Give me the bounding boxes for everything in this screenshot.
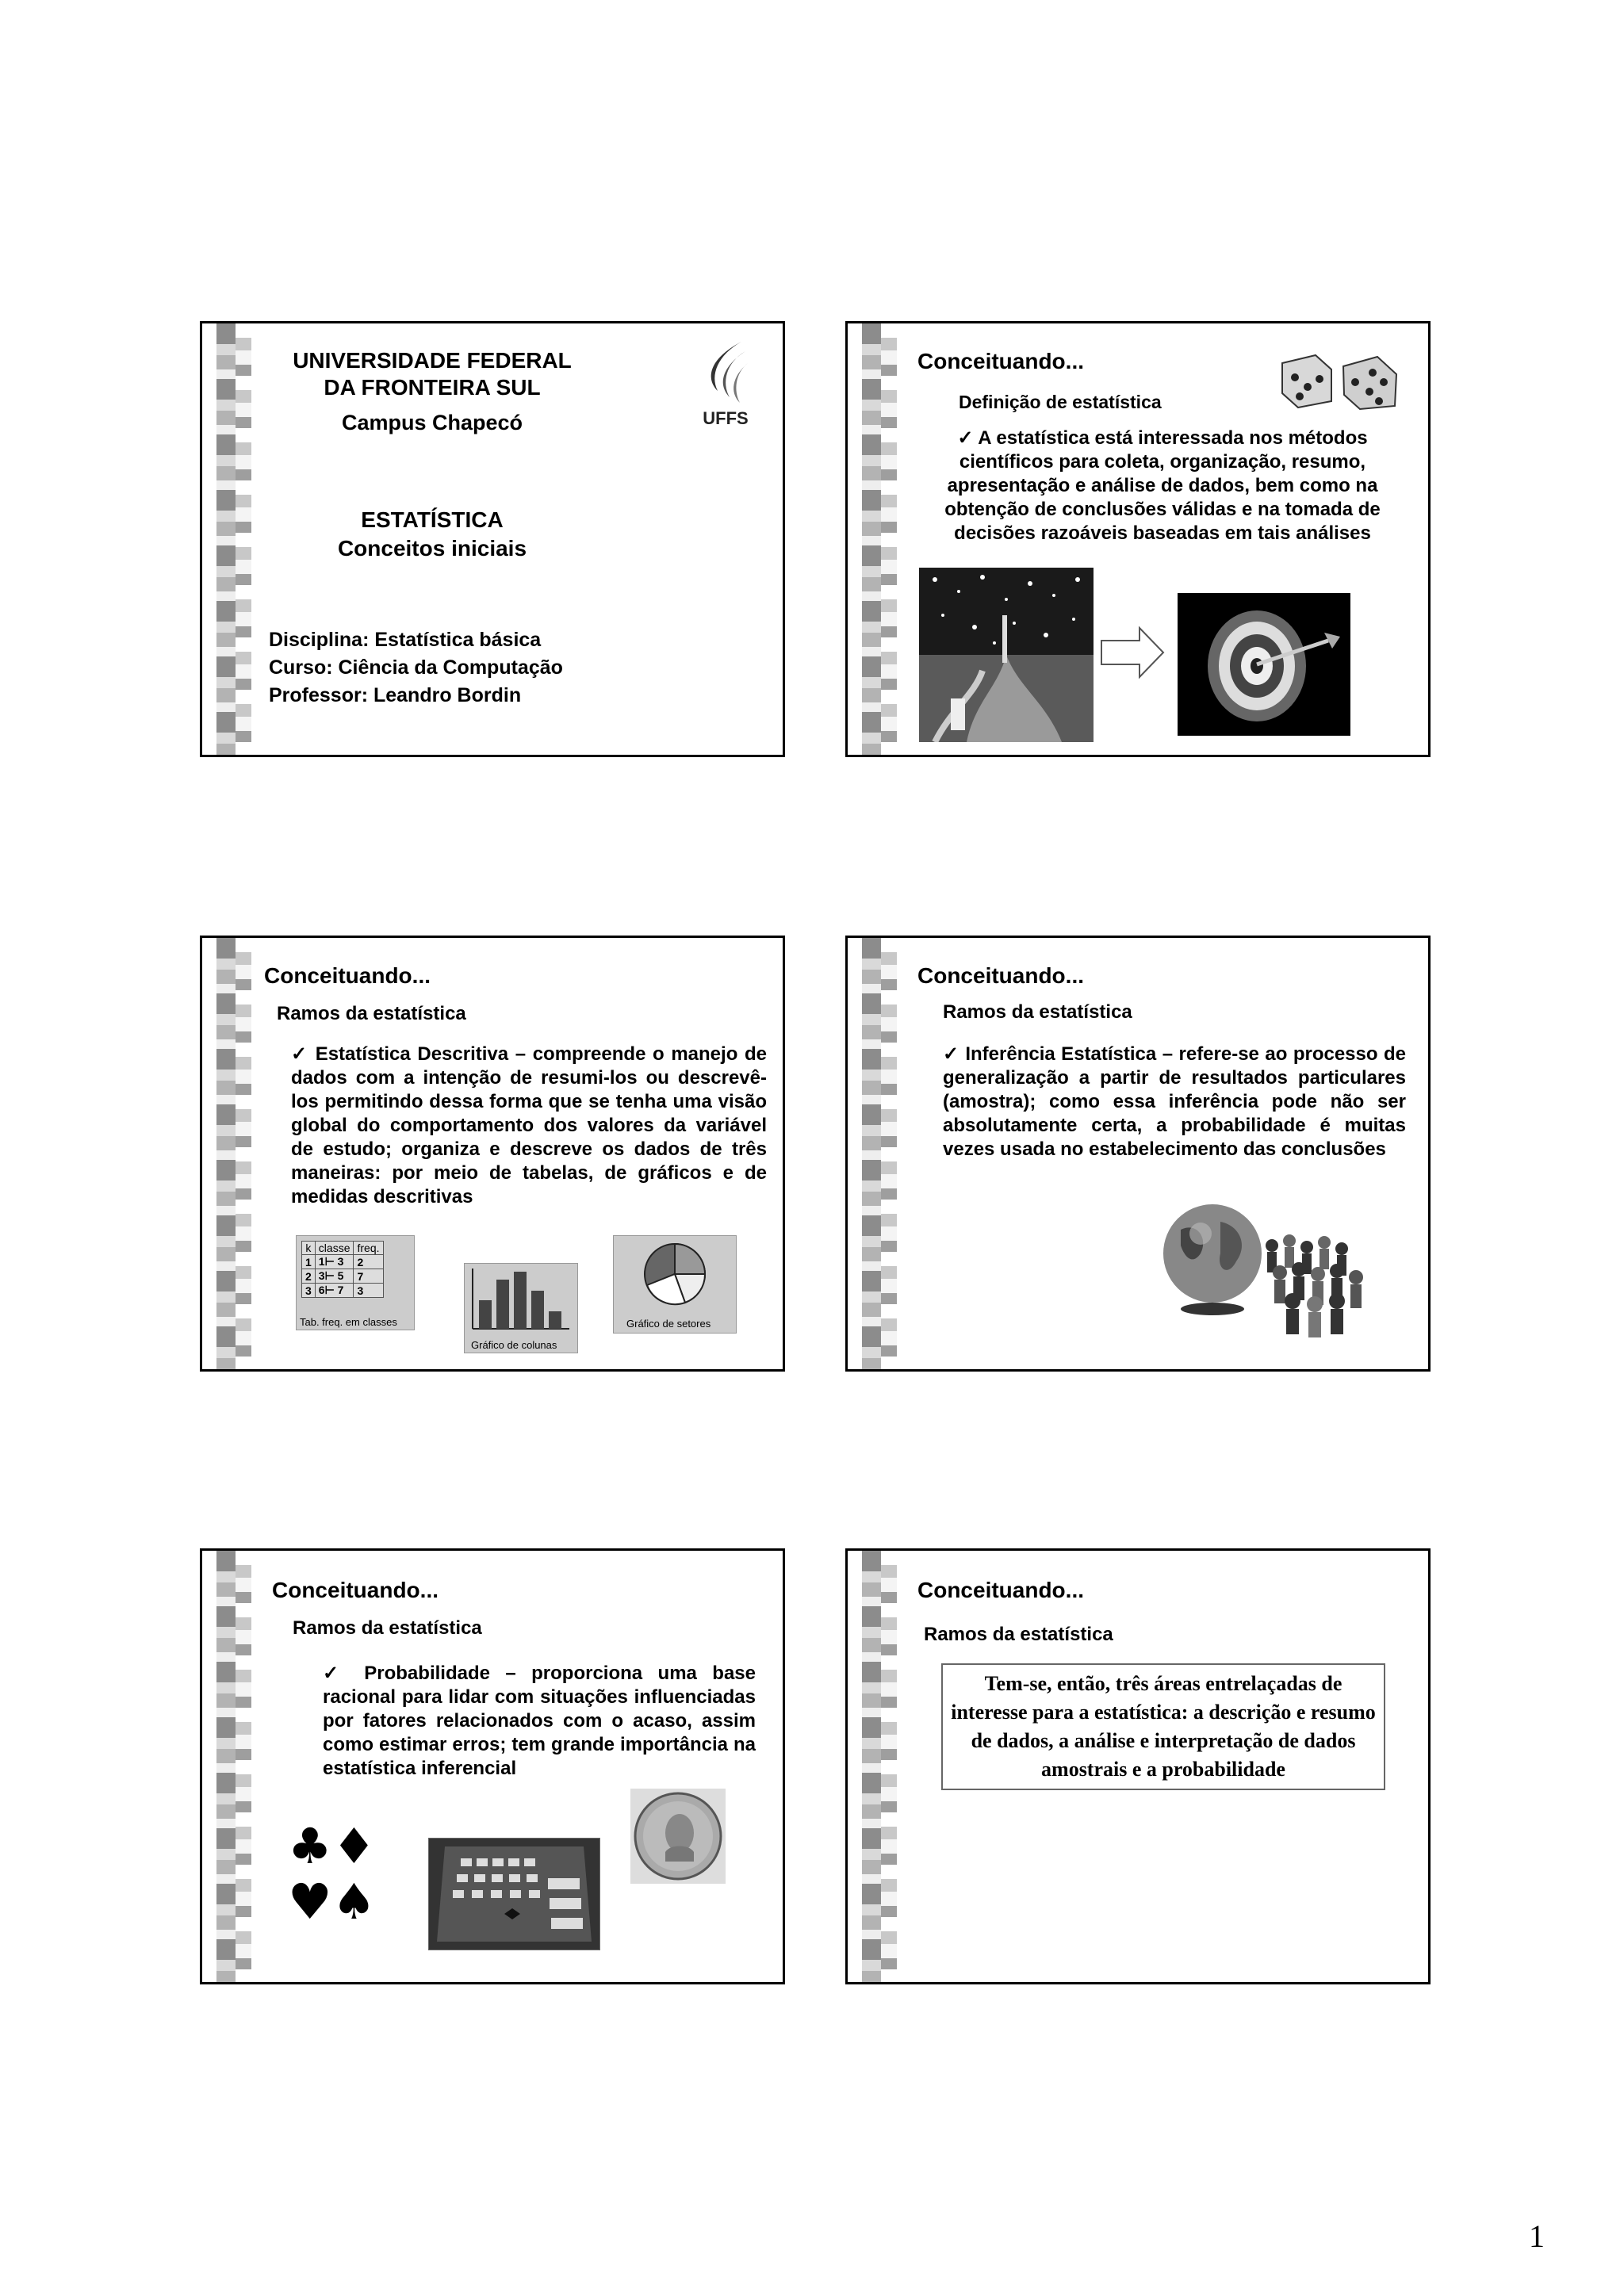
slide-title: Conceituando... [917, 963, 1084, 988]
decorative-strip [862, 1551, 897, 1982]
slide-subtitle: Ramos da estatística [924, 1624, 1113, 1645]
slide-title [200, 321, 785, 757]
table-cell: 2 [302, 1269, 316, 1284]
course-title: ESTATÍSTICA [361, 507, 504, 532]
table-cell: 3⊢ 5 [315, 1269, 354, 1284]
slide-inference [845, 936, 1431, 1372]
column-bar [549, 1311, 561, 1329]
arrow-icon [1100, 625, 1165, 680]
decorative-strip [862, 938, 897, 1369]
target-image [1178, 593, 1350, 736]
logo-text: UFFS [703, 408, 749, 428]
table-cell: 1⊢ 3 [315, 1255, 354, 1269]
globe-and-people-image [1153, 1190, 1375, 1341]
table-cell: 2 [354, 1255, 383, 1269]
slide-subtitle: Definição de estatística [959, 392, 1162, 412]
pie-chart-figure [613, 1235, 737, 1334]
roulette-image [428, 1838, 600, 1950]
slide-subtitle: Ramos da estatística [943, 1001, 1132, 1023]
program: Curso: Ciência da Computação [269, 656, 563, 679]
frequency-table [301, 1241, 384, 1298]
slide-probability [200, 1548, 785, 1984]
pie-chart-caption: Gráfico de setores [626, 1318, 711, 1330]
slide-summary [845, 1548, 1431, 1984]
pie-slice [675, 1244, 705, 1274]
professor: Professor: Leandro Bordin [269, 684, 522, 706]
decorative-strip [216, 323, 251, 755]
column-chart-figure [464, 1263, 578, 1353]
table-cell: 7 [354, 1269, 383, 1284]
slide-subtitle: Ramos da estatística [277, 1003, 466, 1024]
table-header: freq. [354, 1242, 383, 1255]
table-caption: Tab. freq. em classes [300, 1316, 397, 1328]
column-bar [531, 1291, 544, 1329]
column-bar [496, 1280, 509, 1329]
table-cell: 1 [302, 1255, 316, 1269]
slide-title: Conceituando... [264, 963, 431, 988]
table-cell: 3 [354, 1284, 383, 1298]
inference-text: ✓ Inferência Estatística – refere-se ao processo de generalização a partir de resultados particulares (amostra); como essa inferência pode não ser absolutamente certa, a probabilidade é muitas vezes usada no estabelecimento das conclusões [943, 1043, 1406, 1160]
summary-box: Tem-se, então, três áreas entrelaçadas de interesse para a estatística: a descrição e resumo de dados, a análise e interpretação de dados amostrais e a probabilidade [941, 1663, 1385, 1790]
night-sky-image [919, 568, 1094, 742]
decorative-strip [862, 323, 897, 755]
university-name: UNIVERSIDADE FEDERAL DA FRONTEIRA SUL [293, 348, 572, 400]
definition-text: ✓ A estatística está interessada nos métodos científicos para coleta, organização, resumo, apresentação e análise de dados, bem como na obtenção de conclusões válidas e na tomada de decisões razoáveis baseadas em tais análises [944, 427, 1381, 544]
card-suits-icon: ♣♦♥♠ [288, 1817, 377, 1931]
slide-title: Conceituando... [917, 1578, 1084, 1602]
frequency-table-figure [296, 1235, 415, 1330]
decorative-strip [216, 1551, 251, 1982]
slide-definition [845, 321, 1431, 757]
column-bar [514, 1272, 527, 1329]
slide-subtitle: Ramos da estatística [293, 1617, 482, 1639]
table-header: k [302, 1242, 316, 1255]
discipline: Disciplina: Estatística básica [269, 629, 542, 651]
course-subtitle: Conceitos iniciais [337, 536, 527, 561]
uffs-logo [686, 335, 765, 430]
slide-title: Conceituando... [272, 1578, 439, 1602]
page-number: 1 [1529, 2218, 1545, 2254]
column-bar [479, 1300, 492, 1329]
column-chart-caption: Gráfico de colunas [471, 1339, 557, 1351]
descriptive-text: ✓ Estatística Descritiva – compreende o manejo de dados com a intenção de resumi-los ou descrevê-los permitindo dessa forma que se tenha uma visão global do comportamento dos valores da variável de estudo; organiza e descreve os dados de três maneiras: por meio de tabelas, de gráficos e de medidas descritivas [291, 1043, 767, 1207]
coin-image [630, 1789, 726, 1884]
campus-name: Campus Chapecó [341, 411, 523, 434]
slide-descriptive [200, 936, 785, 1372]
table-cell: 3 [302, 1284, 316, 1298]
dice-image [1276, 347, 1403, 411]
probability-text: ✓ Probabilidade – proporciona uma base racional para lidar com situações influenciadas por fatores relacionados com o acaso, assim como estimar erros; tem grande importância na estatística inferencial [323, 1663, 756, 1779]
table-cell: 6⊢ 7 [315, 1284, 354, 1298]
column-chart [465, 1264, 577, 1335]
decorative-strip [216, 938, 251, 1369]
slide-title: Conceituando... [917, 349, 1084, 373]
table-header: classe [315, 1242, 354, 1255]
pie-chart [614, 1236, 736, 1315]
